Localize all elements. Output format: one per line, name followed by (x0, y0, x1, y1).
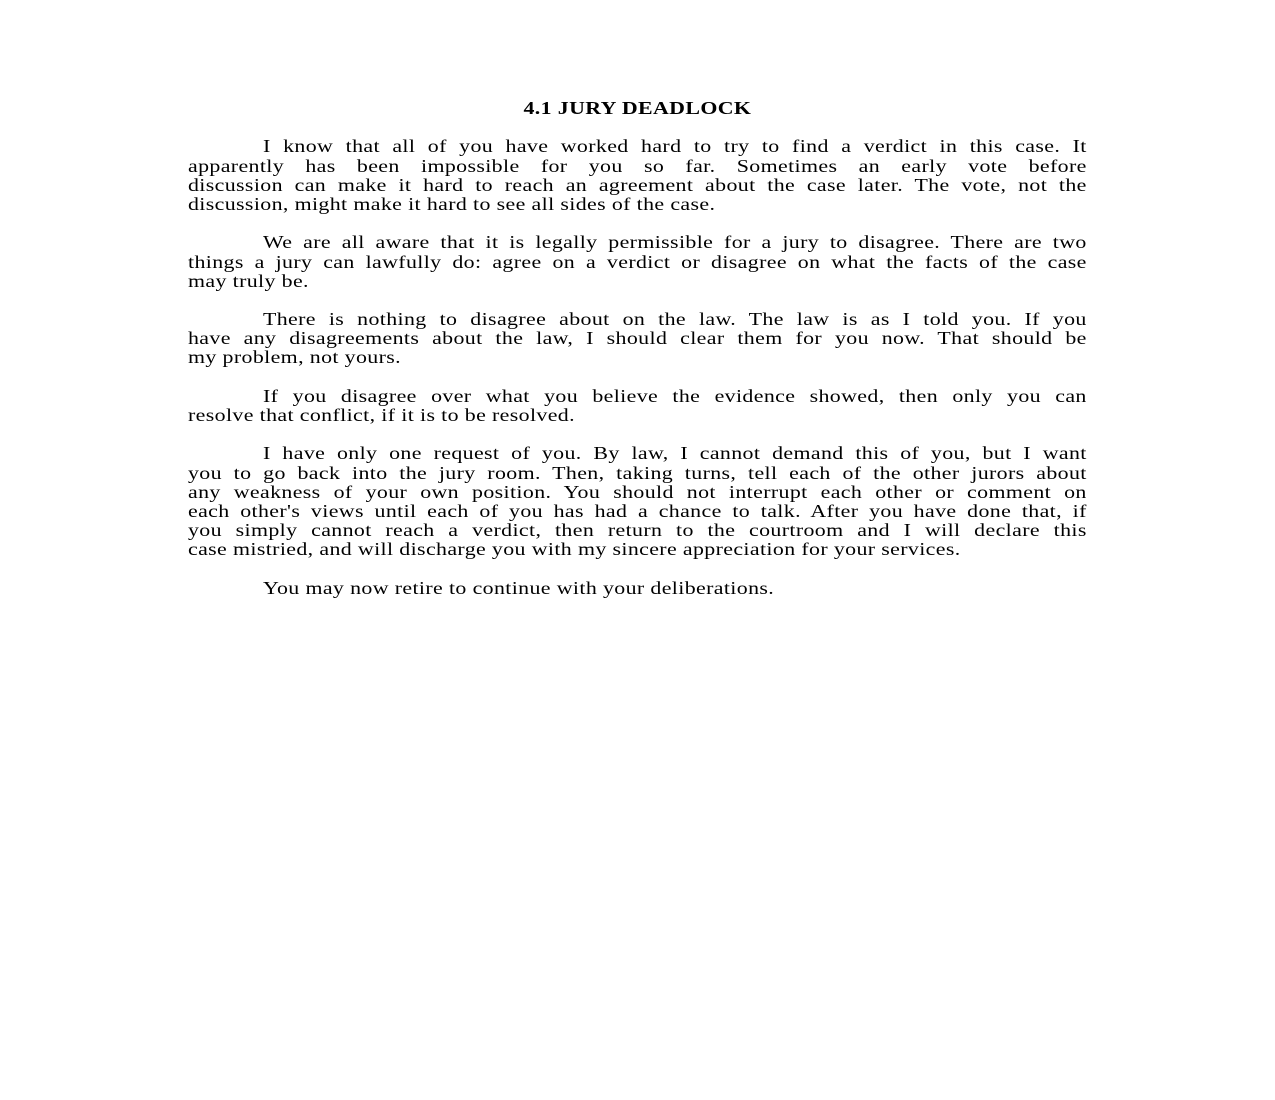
document-page (188, 99, 1087, 617)
paragraph-6 (188, 579, 1087, 598)
text-line: I have only one request of you. By law, I cannot demand this of you, but I want (263, 444, 1087, 464)
text-line: apparently has been impossible for you so far. Sometimes an early vote before (188, 156, 1087, 176)
text-line: you to go back into the jury room. Then, taking turns, tell each of the other jurors about (188, 463, 1087, 483)
text-line: have any disagreements about the law, I should clear them for you now. That should be (188, 329, 1087, 349)
paragraph-3 (188, 310, 1087, 368)
text-line: my problem, not yours. (188, 347, 402, 368)
text-line: If you disagree over what you believe the evidence showed, then only you can (263, 386, 1087, 406)
paragraph-1 (188, 137, 1087, 214)
text-line: I know that all of you have worked hard to try to find a verdict in this case. It (263, 137, 1087, 157)
text-line: We are all aware that it is legally permissible for a jury to disagree. There are two (263, 233, 1087, 253)
text-line: you simply cannot reach a verdict, then return to the courtroom and I will declare this (188, 521, 1087, 541)
text-line: case mistried, and will discharge you with my sincere appreciation for your services. (188, 539, 961, 560)
text-line: discussion can make it hard to reach an agreement about the case later. The vote, not the (188, 175, 1087, 195)
text-line: You may now retire to continue with your deliberations. (263, 577, 775, 598)
text-line: things a jury can lawfully do: agree on a verdict or disagree on what the facts of the case (188, 252, 1087, 272)
paragraph-4 (188, 387, 1087, 425)
text-line: resolve that conflict, if it is to be resolved. (188, 405, 575, 425)
text-line: each other's views until each of you has had a chance to talk. After you have done that, if (188, 501, 1087, 521)
text-line: discussion, might make it hard to see all sides of the case. (188, 193, 716, 214)
paragraph-2 (188, 233, 1087, 291)
text-line: There is nothing to disagree about on the law. The law is as I told you. If you (263, 310, 1087, 330)
document-title: 4.1 JURY DEADLOCK (523, 98, 752, 118)
paragraph-5 (188, 444, 1087, 559)
text-line: may truly be. (188, 270, 309, 291)
text-line: any weakness of your own position. You should not interrupt each other or comment on (188, 482, 1087, 502)
